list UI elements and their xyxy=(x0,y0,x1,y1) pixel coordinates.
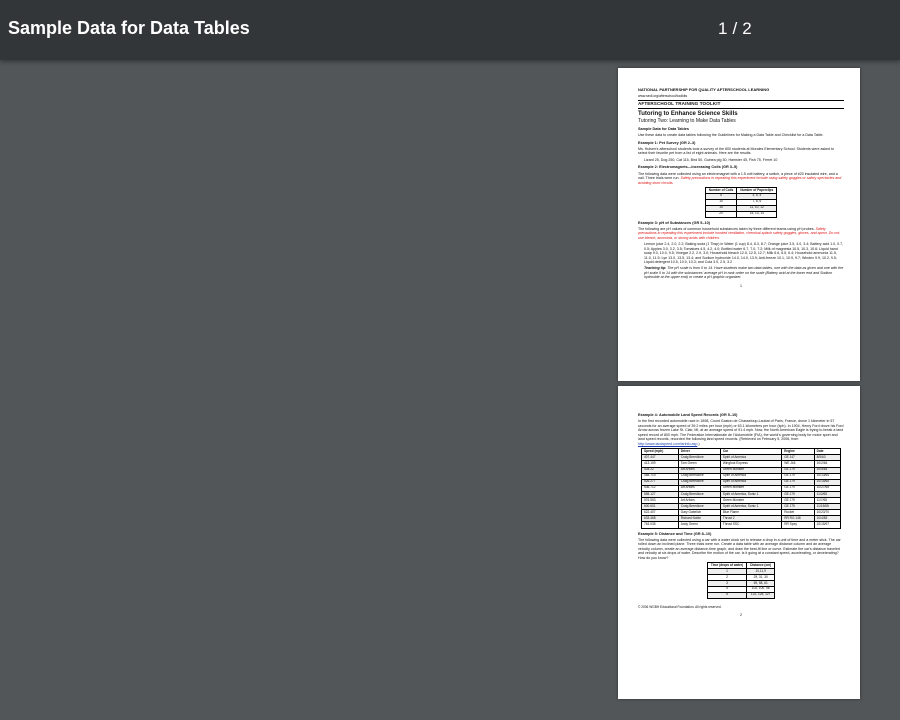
table-cell: GE J47 xyxy=(782,455,814,461)
example-5-text: The following data were collected using a car with a water clock set to release a drop in a unit of time and a meter stick. The car rolled down an inclined plane. Three trials were run. Create a data table with an average distance column and an average velocity column, create an average distance-time graph, and draw the best-fit line or curve. Estimate the car's distance traveled and velocity at six drops of water. Describe the motion of the car. Is it going at a constant speed, accelerating, or decelerating? How do you know? xyxy=(638,537,841,560)
example-3-body: The following are pH values of common household substances taken by three different teams using pH probes. xyxy=(638,226,815,231)
table-cell: GE J79 xyxy=(782,485,814,491)
table-cell: Craig Breedlove xyxy=(678,455,720,461)
copyright-footer: © 2006 WGBH Educational Foundation. All rights reserved. xyxy=(638,604,722,609)
table-cell: RR RG 146 xyxy=(782,516,814,522)
table-cell: 10/27/65 xyxy=(814,485,840,491)
table-cell: 555.127 xyxy=(642,491,679,497)
table-cell: 10/4/83 xyxy=(814,516,840,522)
table-cell: 122, 125, 127 xyxy=(747,592,775,598)
table-cell: Spirit of America xyxy=(720,455,781,461)
organization-url: www.sedl.org/afterschool/toolkits xyxy=(638,94,688,99)
table-cell: Green Monster xyxy=(720,485,781,491)
example-3-text xyxy=(638,227,844,241)
table-cell: 633.468 xyxy=(642,516,679,522)
example-3-heading: Example 3: pH of Substances (GR 5–10) xyxy=(638,220,710,225)
table-cell: 1 xyxy=(707,569,746,575)
example-3-data: Lemon juice 2.4, 2.0, 2.2; Baking soda (1 Tbsp) in Water (1 cup) 8.4, 8.3, 8.7; Orange juice 3.5, 4.0, 3.4; Battery acid 1.0, 0.7, 0.5; Apples 3.0, 3.2, 3.5; Tomatoes 4.5, 4.2, 4.0; Bottled water 6.7, 7.0, 7.2; Milk of magnesia 10.5, 10.3, 10.6; Liquid hand soap 9.0, 10.0, 9.5; Vinegar 2.2, 2.9, 3.0; Household bleach 12.5, 12.5, 12.7; Milk 6.6, 6.5, 6.4; Household ammonia 11.5, 11.0, 11.5; Lye 13.0, 13.5, 13.4; and Sodium hydroxide 14.0, 14.0, 13.9; Anti-freeze 10.1, 10.9, 9.7; Windex 9.9, 10.2, 9.5; Liquid detergent 10.5, 10.0, 10.3; and Cola 3.0, 2.5, 3.2 xyxy=(644,242,844,265)
table-header: Speed (mph) xyxy=(642,449,679,455)
table-cell: GE J79 xyxy=(782,498,814,504)
distance-time-table xyxy=(707,562,775,598)
page-1-content xyxy=(638,88,844,290)
teaching-tip-text: The pH scale is from 0 to 14. Have students make two data tables, one with the data as given and one with the pH scale 0 to 14 with the substances' average pH in rank order on the scale (Battery acid at the lower end and Sodium hydroxide at the upper end) or create a pH graphic organizer. xyxy=(644,266,844,280)
table-cell: 7, 8, 6 xyxy=(737,199,777,205)
table-cell: Andy Green xyxy=(678,522,720,528)
example-1-data: Lizard 25, Dog 250, Cat 115, Bird 50, Guinea pig 30, Hamster 45, Fish 75, Ferret 10 xyxy=(644,157,778,162)
page-separator: / xyxy=(732,19,738,38)
section-title: Sample Data for Data Tables xyxy=(638,126,689,131)
organization-name: NATIONAL PARTNERSHIP FOR QUALITY AFTERSCHOOL LEARNING xyxy=(638,87,770,92)
table-cell: Spirit of America xyxy=(720,473,781,479)
table-cell: Rocket xyxy=(782,510,814,516)
example-2-body: The following data were collected using an electromagnet with a 1.5 volt battery, a switch, a piece of #20 insulated wire, and a nail. Three trials were run. xyxy=(638,171,838,181)
table-cell: Gary Gabelich xyxy=(678,510,720,516)
pdf-page-2[interactable] xyxy=(618,386,860,699)
table-cell: Art Arfons xyxy=(678,467,720,473)
table-cell: Craig Breedlove xyxy=(678,473,720,479)
table-cell: 11/2/65 xyxy=(814,491,840,497)
example-1-text: Ms. Hulsen's afterschool students took a survey of the 600 students at Morales Elementary School. Students were asked to select their favorite pet from a list of eight animals. Here are the results. xyxy=(638,146,835,156)
table-cell: 10/15/97 xyxy=(814,522,840,528)
table-cell: Green Monster xyxy=(720,467,781,473)
table-cell: 11/15/65 xyxy=(814,504,840,510)
teaching-tip xyxy=(638,266,844,280)
example-5-heading: Example 5: Distance and Time (GR 8–10) xyxy=(638,531,712,536)
table-cell: 413.199 xyxy=(642,461,679,467)
table-cell: Craig Breedlove xyxy=(678,491,720,497)
example-4-heading: Example 4: Automobile Land Speed Records (GR 5–10) xyxy=(638,413,738,417)
table-header: Engine xyxy=(782,449,814,455)
page-2-content xyxy=(638,410,844,620)
teaching-tip-label: Teaching tip: xyxy=(644,266,667,271)
table-cell: 2 xyxy=(707,575,746,581)
table-header: Distance (cm) xyxy=(747,563,775,569)
table-header: Number of Coils xyxy=(705,188,737,194)
table-cell: Green Monster xyxy=(720,498,781,504)
table-cell: 10/13/64 xyxy=(814,473,840,479)
table-cell: Spirit of America, Sonic 1 xyxy=(720,504,781,510)
table-cell: 4 xyxy=(707,586,746,592)
table-cell: 5 xyxy=(707,592,746,598)
table-cell: 15 xyxy=(705,205,737,211)
current-page-number[interactable]: 1 xyxy=(718,19,728,38)
table-cell: 8/5/63 xyxy=(814,455,840,461)
table-cell: 102, 100, 98 xyxy=(747,586,775,592)
table-cell: 622.407 xyxy=(642,510,679,516)
toolkit-title: AFTERSCHOOL TRAINING TOOLKIT xyxy=(638,101,721,107)
table-header: Driver xyxy=(678,449,720,455)
total-pages: 2 xyxy=(742,19,752,38)
table-cell: Thrust SSC xyxy=(720,522,781,528)
doc-subtitle: Tutoring to Enhance Science Skills xyxy=(638,110,738,117)
table-cell: 3 xyxy=(707,581,746,587)
table-cell: 15, 13, 14 xyxy=(737,211,777,217)
table-header: Time (drops of water) xyxy=(707,563,746,569)
page-number: 2 xyxy=(740,613,742,618)
viewer-toolbar xyxy=(0,0,900,60)
table-header: Date xyxy=(814,449,840,455)
table-cell: GE J79 xyxy=(782,473,814,479)
page-number: 1 xyxy=(740,283,742,288)
land-speed-table xyxy=(641,448,841,528)
example-2-text xyxy=(638,172,844,186)
table-cell: 434.22 xyxy=(642,467,679,473)
example-2-heading: Example 2: Electromagnets—Increasing Coils (GR 3–5) xyxy=(638,165,738,170)
table-cell: Richard Noble xyxy=(678,516,720,522)
table-cell: 10/23/70 xyxy=(814,510,840,516)
table-cell: Blue Flame xyxy=(720,510,781,516)
table-cell: 10/5/64 xyxy=(814,467,840,473)
table-cell: Spirit of America xyxy=(720,479,781,485)
table-cell: Wingfoot Express xyxy=(720,461,781,467)
table-header: Car xyxy=(720,449,781,455)
table-cell: Spirit of America, Sonic 1 xyxy=(720,491,781,497)
example-3-safety-warning: Safety precautions in repeating this experiment include hooded ventilation, chemical-splash safety goggles, gloves, and apron. Do not use bleach, ammonia, or strong acids with children. xyxy=(638,226,840,240)
table-cell: 763.035 xyxy=(642,522,679,528)
example-1-heading: Example 1: Pet Survey (GR 2–3) xyxy=(638,140,696,145)
table-cell: 11, 10, 12 xyxy=(737,205,777,211)
example-4-link-tail: .) xyxy=(697,441,700,446)
doc-subsubtitle: Tutoring Two: Learning to Make Data Tables xyxy=(638,117,736,124)
example-4-body: In the first recorded automobile race in 1898, Count Gaston de Chasseloup-Laubat of Paris, France, drove 1 kilometer in 57 seconds for an average speed of 39.2 miles per hour (mph) or 63.1 kilometers per hour (kph). In 1904, Henry Ford drove his Ford Arrow across frozen Lake St. Clair, MI, at an average speed of 91.4 mph. Now, the North American Eagle is trying to break a land speed record of 800 mph. The Federation Internationale de I'Automobile (FIA), the world's governing body for motor sport and land speed records, recorded the following land speed records. (Retrieved on February 5, 2006, from xyxy=(638,419,844,442)
table-cell: 59, 58, 61 xyxy=(747,581,775,587)
table-cell: GE J79 xyxy=(782,467,814,473)
table-cell: 3, 5, 4 xyxy=(737,193,777,199)
table-cell: Craig Breedlove xyxy=(678,504,720,510)
table-cell: 11/7/65 xyxy=(814,498,840,504)
table-cell: Thrust 2 xyxy=(720,516,781,522)
table-cell: Art Arfons xyxy=(678,498,720,504)
table-cell: 536.712 xyxy=(642,485,679,491)
document-title: Sample Data for Data Tables xyxy=(8,18,250,38)
table-cell: Craig Breedlove xyxy=(678,479,720,485)
table-cell: GE J79 xyxy=(782,504,814,510)
example-2-safety-warning: Safety precautions in repeating this experiment include using safety goggles or safety spectacles and avoiding short circuits. xyxy=(638,176,842,185)
table-cell: 10 xyxy=(705,199,737,205)
pdf-page-1[interactable] xyxy=(618,68,860,381)
table-cell: GE J79 xyxy=(782,479,814,485)
landspeed-link[interactable]: http://www.landspeed.com/lsrinfo.asp xyxy=(638,441,698,446)
table-cell: 576.553 xyxy=(642,498,679,504)
table-header: Number of Paperclips xyxy=(737,188,777,194)
intro-text: Use these data to create data tables following the Guidelines for Making a Data Table and Checklist for a Data Table. xyxy=(638,133,824,138)
example-4-text xyxy=(638,419,844,446)
table-cell: 20 xyxy=(705,211,737,217)
table-cell: 5 xyxy=(705,193,737,199)
page-counter xyxy=(718,19,752,39)
table-cell: 10,11,9 xyxy=(747,569,775,575)
table-cell: 526.277 xyxy=(642,479,679,485)
table-cell: Art Arfons xyxy=(678,485,720,491)
table-cell: 407.447 xyxy=(642,455,679,461)
table-cell: 10/2/64 xyxy=(814,461,840,467)
table-cell: 29, 31, 30 xyxy=(747,575,775,581)
electromagnet-table xyxy=(705,187,778,218)
header-rule xyxy=(638,108,844,109)
table-cell: 600.601 xyxy=(642,504,679,510)
table-cell: GE J79 xyxy=(782,491,814,497)
table-cell: 10/15/65 xyxy=(814,479,840,485)
table-cell: 468.719 xyxy=(642,473,679,479)
table-cell: Tom Green xyxy=(678,461,720,467)
table-cell: RR Spey xyxy=(782,522,814,528)
table-cell: WE J46 xyxy=(782,461,814,467)
